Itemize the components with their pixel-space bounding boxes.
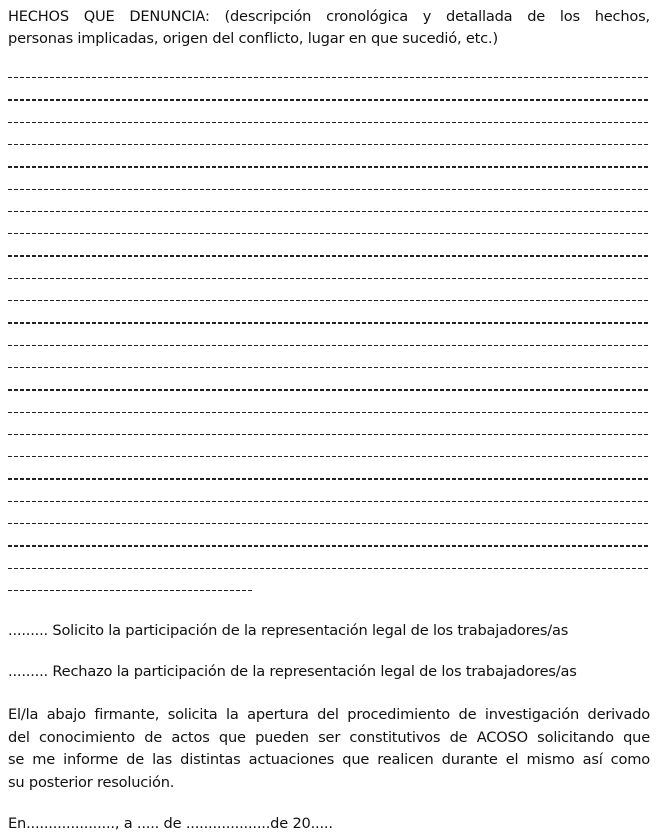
blank-line[interactable] <box>8 434 650 435</box>
blank-line[interactable] <box>8 278 650 279</box>
declaration-line: su posterior resolución. <box>8 774 175 791</box>
declaration-line: El/la abajo firmante, solicita la apertura del procedimiento de investigación derivado <box>8 706 650 723</box>
blank-line[interactable] <box>8 99 650 100</box>
blank-line[interactable] <box>8 255 650 256</box>
heading-line-2: personas implicadas, origen del conflicto, lugar en que sucedió, etc.) <box>8 30 498 47</box>
blank-line[interactable] <box>8 367 650 368</box>
blank-line[interactable] <box>8 189 650 190</box>
date-place-line[interactable]: En...................., a ..... de ...................de 20..... <box>8 815 333 832</box>
blank-line[interactable] <box>8 166 650 167</box>
blank-line[interactable] <box>8 233 650 234</box>
blank-line[interactable] <box>8 412 650 413</box>
blank-line-short[interactable] <box>8 590 253 591</box>
blank-line[interactable] <box>8 501 650 502</box>
blank-line[interactable] <box>8 389 650 390</box>
blank-line[interactable] <box>8 545 650 546</box>
blank-line[interactable] <box>8 523 650 524</box>
blank-line[interactable] <box>8 144 650 145</box>
declaration-line: se me informe de las distintas actuaciones que realicen durante el mismo así como <box>8 751 650 768</box>
declaration-line: del conocimiento de actos que pueden ser constitutivos de ACOSO solicitando que <box>8 729 650 746</box>
blank-line[interactable] <box>8 456 650 457</box>
blank-line[interactable] <box>8 122 650 123</box>
blank-line[interactable] <box>8 322 650 323</box>
blank-line[interactable] <box>8 77 650 78</box>
option-request-representation[interactable]: ......... Solicito la participación de la representación legal de los trabajadores/as <box>8 622 569 639</box>
blank-line[interactable] <box>8 211 650 212</box>
blank-line[interactable] <box>8 345 650 346</box>
blank-line[interactable] <box>8 478 650 479</box>
blank-line[interactable] <box>8 568 650 569</box>
heading-line-1: HECHOS QUE DENUNCIA: (descripción cronológica y detallada de los hechos, <box>8 8 650 25</box>
option-reject-representation[interactable]: ......... Rechazo la participación de la representación legal de los trabajadores/as <box>8 663 577 680</box>
blank-line[interactable] <box>8 300 650 301</box>
